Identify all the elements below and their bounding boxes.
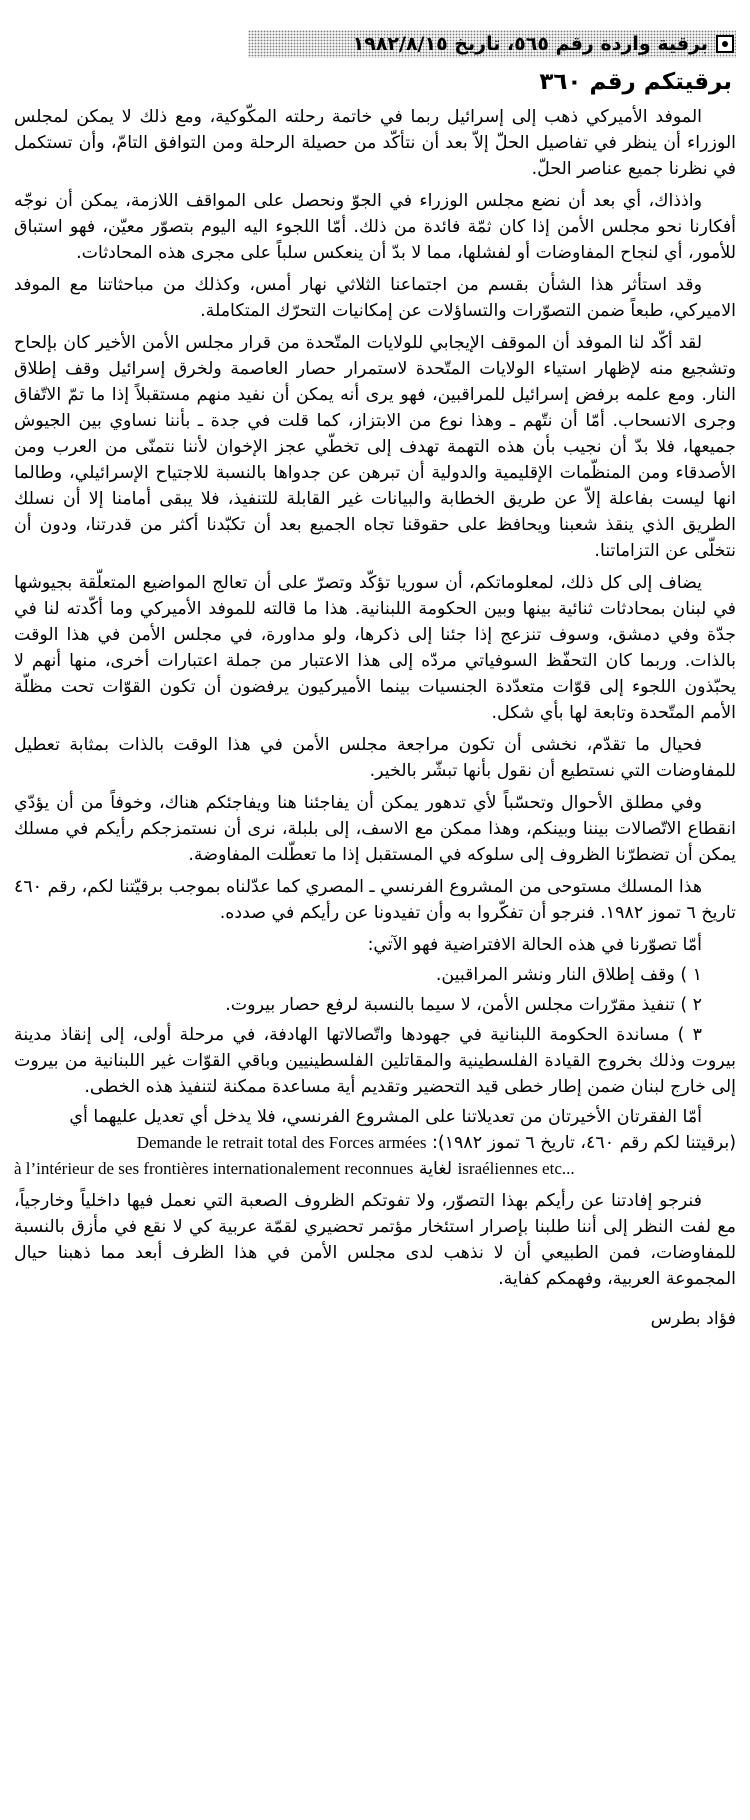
square-bullet-icon <box>716 35 734 53</box>
amendment-intro: أمّا الفقرتان الأخيرتان من تعديلاتنا على المشروع الفرنسي، فلا يدخل أي تعديل عليهما أي <box>69 1107 702 1127</box>
paragraph: هذا المسلك مستوحى من المشروع الفرنسي ـ المصري كما عدّلناه بموجب برقيّتنا لكم، رقم ٤٦٠ تاريخ ٦ تموز ١٩٨٢. فنرجو أن تفكّروا به وأن تفيدونا عن رأيكم في صدده. <box>14 877 736 923</box>
paragraph: وفي مطلق الأحوال وتحسّباً لأي تدهور يمكن أن يفاجئنا هنا ويفاجئكم هناك، وخوفاً من أن يؤدّي انقطاع الاتّصالات بيننا وبينكم، وهذا ممكن مع الاسف، إلى بلبلة، نرى أن نستمزجكم رأيكم في مسلك يمكن أن تضطرّنا الظروف إلى سلوكه في المستقبل إذا ما تعطّلت المفاوضة. <box>14 793 736 865</box>
signature: فؤاد بطرس <box>650 1309 736 1329</box>
arabic-inline-word: لغاية <box>418 1159 453 1179</box>
telegram-banner <box>248 30 736 58</box>
telegram-reference: (برقيتنا لكم رقم ٤٦٠، تاريخ ٦ تموز ١٩٨٢): <box>432 1133 736 1153</box>
closing-paragraph: فنرجو إفادتنا عن رأيكم بهذا التصوّر، ولا تفوتكم الظروف الصعبة التي نعمل فيها داخلياً وخارجياً، مع لفت النظر إلى أننا طلبنا بإصرار استئخار مؤتمر تحضيري لقمّة عربية كي لا نقع في مأزق بالنسبة للمفاوضات، فمن الطبيعي أن لا نذهب لدى مجلس الأمن في هذا الظرف أبعد مما ذهبنا حيال المجموعة العربية، وفهمكم كفاية. <box>14 1191 736 1289</box>
paragraph: واذذاك، أي بعد أن نضع مجلس الوزراء في الجوّ ونحصل على المواقف اللازمة، يمكن أن نوجّه أفكارنا نحو مجلس الأمن إذا كان ثمّة فائدة من ذلك. أمّا اللجوء اليه اليوم بتصوّر معيّن، فهو استباق للأمور، أي لنجاح المفاوضات أو لفشلها، مما لا بدّ أن ينعكس سلباً على مجرى هذه المحادثات. <box>14 191 736 263</box>
paragraph: أمّا تصوّرنا في هذه الحالة الافتراضية فهو الآتي: <box>367 935 702 955</box>
telegram-banner-text: برقية واردة رقم ٥٦٥، تاريخ ١٩٨٢/٨/١٥ <box>352 33 708 55</box>
amendment-section <box>14 1104 736 1182</box>
paragraph: لقد أكّد لنا الموفد أن الموقف الإيجابي للولايات المتّحدة من قرار مجلس الأمن الأخير كان بإلحاح وتشجيع منه لإظهار استياء الولايات المتّحدة لاستمرار حصار العاصمة ولخرق إسرائيل وقف إطلاق النار. ومع علمه برفض إسرائيل للمراقبين، فهو يرى أنه يمكن أن نفيد منهم مستقبلاً إذا ما تمّ الاتّفاق وجرى الانسحاب. أمّا أن نتّهم ـ وهذا نوع من الابتزاز، كما قلت في جدة ـ بأننا نساوي بين الجيوش جميعها، فلا بدّ أن نجيب بأن هذه التهمة تهدف إلى تخطّي عجز الإخوان لأننا نتمنّى من العرب ومن الأصدقاء ومن المنظّمات الإقليمية والدولية أن تبرهن عن جدواها بالنسبة للاجتياح الإسرائيلي، وطالما انها ليست بفاعلة إلاّ عن طريق الخطابة والبيانات غير القابلة للتنفيذ، فلا يبقى أمامنا إلا أن نسلك الطريق الذي ينقذ شعبنا ويحافظ على حقوقنا تجاه الجميع بعد أن تكبّدنا أكثر من قدرتنا، ودون أن نتخلّى عن التزاماتنا. <box>14 333 736 561</box>
list-item: ٣ ) مساندة الحكومة اللبنانية في جهودها واتّصالاتها الهادفة، في مرحلة أولى، إلى إنقاذ مدينة بيروت وذلك بخروج القيادة الفلسطينية والمقاتلين الفلسطينيين وباقي القوّات غير اللبنانية من بيروت إلى خارج لبنان ضمن إطار خطى قيد التحضير وتقديم أية مساعدة ممكنة لتنفيذ هذه الخطى. <box>14 1025 736 1097</box>
list-item: ٢ ) تنفيذ مقرّرات مجلس الأمن، لا سيما بالنسبة لرفع حصار بيروت. <box>225 995 702 1015</box>
proposal-list <box>14 962 736 1100</box>
paragraph: فحيال ما تقدّم، نخشى أن تكون مراجعة مجلس الأمن في هذا الوقت بالذات بمثابة تعطيل للمفاوضات التي نستطيع أن نقول بأنها تبشّر بالخير. <box>14 735 736 781</box>
french-quote-2a: à l’intérieur de ses frontières internationalement reconnues <box>14 1159 414 1178</box>
telegram-header <box>14 30 736 58</box>
paragraph: يضاف إلى كل ذلك، لمعلوماتكم، أن سوريا تؤكّد وتصرّ على أن تعالج المواضيع المتعلّقة بجيوشها في لبنان بمحادثات ثنائية بينها وبين الحكومة اللبنانية. هذا ما قالته للموفد الأميركي وما أكّدته لنا في جدّة وفي دمشق، وسوف تنزعج إذا جئنا إلى ذكرها، ولو مداورة، في مجلس الأمن في هذا الوقت بالذات. وربما كان التحفّظ السوفياتي مردّه إلى هذا الاعتبار من جملة اعتبارات أخرى، منها أنهم لا يحبّذون اللجوء إلى قوّات متعدّدة الجنسيات بينما الأميركيون يرفضون أن تكون القوّات تحت مظلّة الأمم المتّحدة وتابعة لها بأي شكل. <box>14 573 736 723</box>
document-title: برقيتكم رقم ٣٦٠ <box>539 69 732 95</box>
paragraph: وقد استأثر هذا الشأن بقسم من اجتماعنا الثلاثي نهار أمس، وكذلك من مباحثاتنا مع الموفد الاميركي، طبعاً ضمن التصوّرات والتساؤلات عن إمكانيات التحرّك المتكاملة. <box>14 275 736 321</box>
french-quote-2b: israéliennes etc... <box>457 1159 575 1178</box>
list-item: ١ ) وقف إطلاق النار ونشر المراقبين. <box>435 965 702 985</box>
amendment-line-2 <box>14 1156 736 1182</box>
paragraph: الموفد الأميركي ذهب إلى إسرائيل ربما في خاتمة رحلته المكّوكية، ومع ذلك لا يمكن لمجلس الوزراء أن ينظر في تفاصيل الحلّ إلاّ بعد أن نتأكّد من حصيلة الرحلة ومن التوافق التامّ، وأن تستكمل في نظرنا جميع عناصر الحلّ. <box>14 107 736 179</box>
french-quote-1: Demande le retrait total des Forces armées <box>136 1133 427 1152</box>
amendment-line-1 <box>14 1130 736 1156</box>
